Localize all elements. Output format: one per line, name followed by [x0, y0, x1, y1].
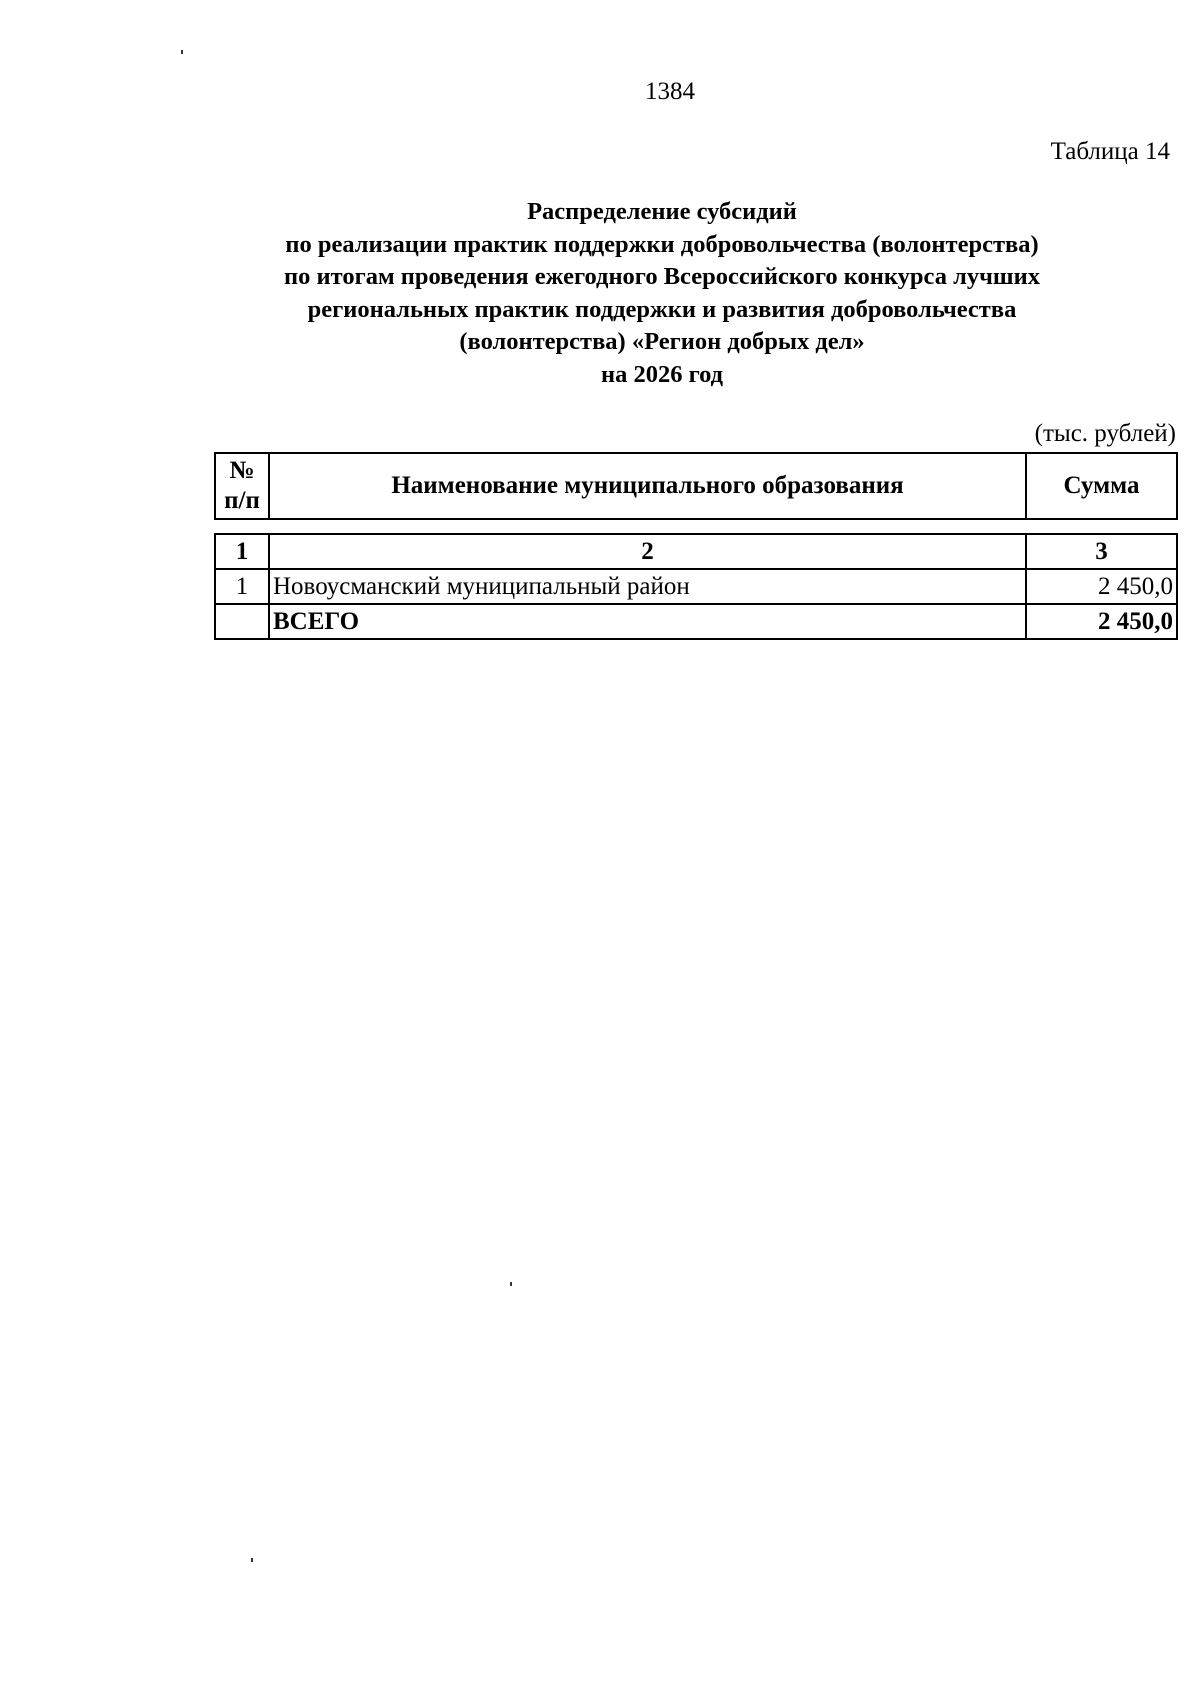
- header-number: № п/п: [215, 453, 269, 519]
- title-line: по реализации практик поддержки добровольчества (волонтерства): [285, 230, 1039, 258]
- total-empty-cell: [215, 604, 269, 639]
- header-name: Наименование муниципального образования: [269, 453, 1026, 519]
- header-sum: Сумма: [1026, 453, 1177, 519]
- column-number: 3: [1026, 534, 1177, 569]
- column-number: 1: [215, 534, 269, 569]
- total-label: ВСЕГО: [269, 604, 1026, 639]
- column-number-row: [215, 534, 1177, 569]
- page-number: 1384: [645, 78, 695, 105]
- table-label: Таблица 14: [1050, 138, 1170, 165]
- row-name: Новоусманский муниципальный район: [269, 569, 1026, 604]
- scan-speck: [510, 1282, 512, 1286]
- data-table: [214, 533, 1178, 640]
- document-title: [212, 196, 1112, 391]
- table-header: [214, 452, 1178, 520]
- row-sum: 2 450,0: [1026, 569, 1177, 604]
- title-line: (волонтерства) «Регион добрых дел»: [459, 328, 865, 355]
- table-row: [215, 569, 1177, 604]
- title-line: на 2026 год: [600, 360, 724, 388]
- units-label: (тыс. рублей): [1034, 420, 1176, 447]
- total-row: [215, 604, 1177, 639]
- row-number: 1: [215, 569, 269, 604]
- title-line: по итогам проведения ежегодного Всероссийского конкурса лучших: [284, 263, 1040, 290]
- column-number: 2: [269, 534, 1026, 569]
- title-line: региональных практик поддержки и развития добровольчества: [307, 295, 1017, 323]
- scan-speck: [181, 50, 183, 54]
- total-sum: 2 450,0: [1026, 604, 1177, 639]
- header-row: [215, 453, 1177, 519]
- scan-speck: [251, 1558, 253, 1562]
- title-line: Распределение субсидий: [527, 198, 797, 225]
